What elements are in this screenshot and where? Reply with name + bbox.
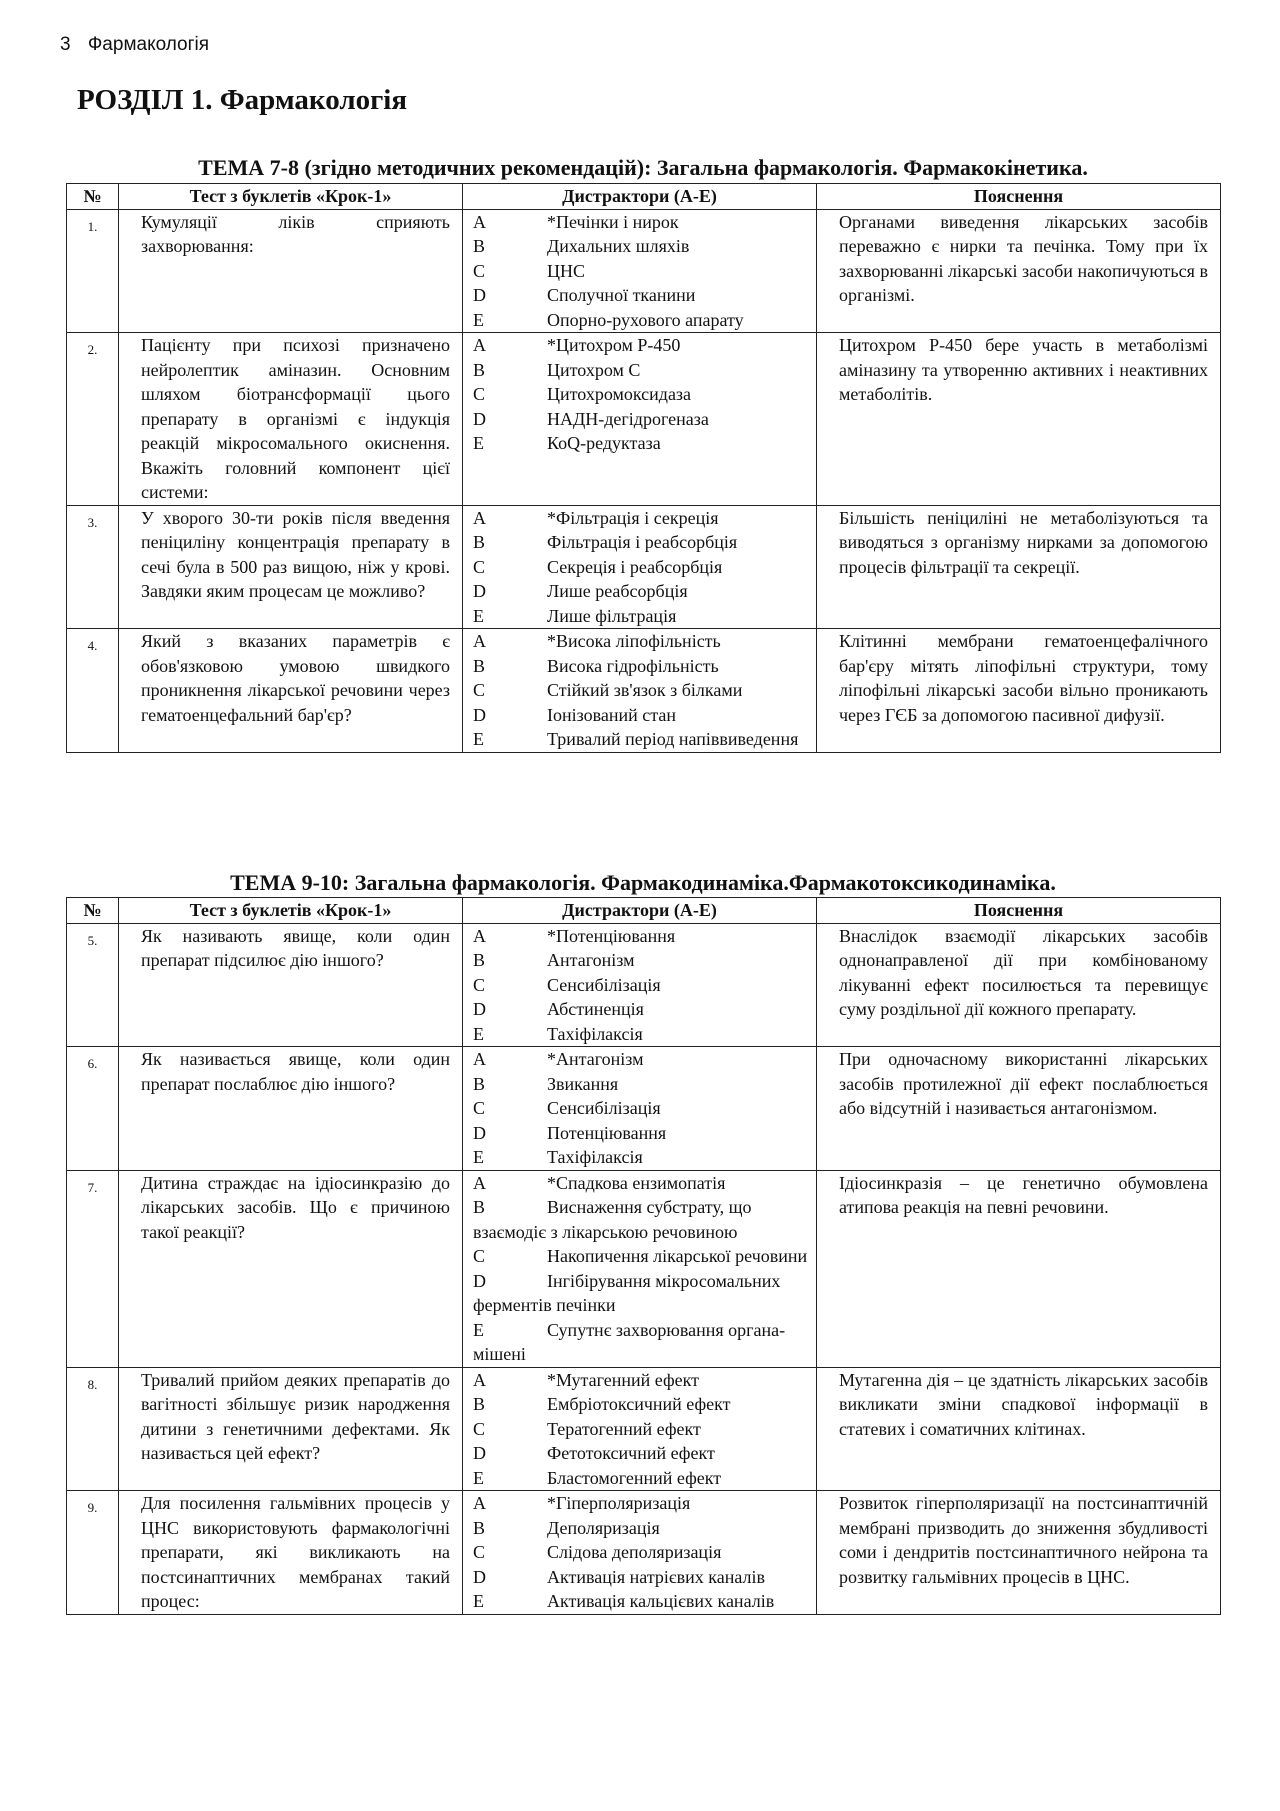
distractor-option bbox=[473, 703, 810, 728]
distractor-option bbox=[473, 1466, 810, 1491]
explanation-text: Мутагенна дія – це здатність лікарських засобів викликати зміни спадкової інформації в статевих і соматичних клітинах. bbox=[817, 1367, 1221, 1491]
distractor-list bbox=[463, 505, 817, 629]
option-letter: E bbox=[473, 1023, 484, 1044]
question-text: Як називають явище, коли один препарат підсилює дію іншого? bbox=[119, 923, 463, 1047]
option-text: НАДН-дегідрогеназа bbox=[547, 408, 709, 429]
section-title: РОЗДІЛ 1. Фармакологія bbox=[77, 84, 408, 116]
distractor-list bbox=[463, 1367, 817, 1491]
distractor-option bbox=[473, 1121, 810, 1146]
option-letter: D bbox=[473, 704, 486, 725]
distractor-option bbox=[473, 1195, 810, 1244]
distractor-option bbox=[473, 579, 810, 604]
option-letter: D bbox=[473, 1122, 486, 1143]
option-letter: D bbox=[473, 285, 486, 305]
option-letter: C bbox=[473, 556, 486, 577]
option-letter: C bbox=[473, 260, 486, 281]
topic-title: ТЕМА 7-8 (згідно методичних рекомендацій): Загальна фармакологія. Фармакокінетика. bbox=[198, 155, 1088, 180]
option-text: Фільтрація і реабсорбція bbox=[547, 532, 738, 552]
distractor-option bbox=[473, 1417, 810, 1442]
explanation-text: Більшість пеніциліні не метаболізуються та виводяться з організму нирками за допомогою процесів фільтрації та секреції. bbox=[817, 505, 1221, 629]
option-text: Опорно-рухового апарату bbox=[547, 309, 744, 330]
question-text: Дитина страждає на ідіосинкразію до лікарських засобів. Що є причиною такої реакції? bbox=[119, 1170, 463, 1367]
option-letter: D bbox=[473, 1443, 486, 1463]
option-text: Тривалий період напіввиведення bbox=[547, 729, 799, 749]
option-letter: E bbox=[473, 1467, 484, 1488]
option-text: Секреція і реабсорбція bbox=[547, 556, 723, 577]
option-letter: A bbox=[473, 335, 486, 355]
option-letter: E bbox=[473, 1319, 484, 1340]
question-number: 2. bbox=[67, 333, 119, 506]
question-number: 1. bbox=[67, 209, 119, 333]
distractor-option bbox=[473, 727, 810, 752]
option-text: Цитохромоксидаза bbox=[547, 384, 692, 404]
option-letter: B bbox=[473, 359, 486, 380]
question-number: 6. bbox=[67, 1047, 119, 1171]
option-text: Слідова деполяризація bbox=[547, 1542, 722, 1562]
distractor-option bbox=[473, 654, 810, 679]
option-letter: A bbox=[473, 1049, 486, 1069]
question-text: Кумуляції ліків сприяють захворювання: bbox=[119, 209, 463, 333]
distractor-option bbox=[473, 629, 810, 654]
table-row bbox=[67, 1170, 1221, 1367]
table-row bbox=[67, 1491, 1221, 1615]
option-text: Бластомогенний ефект bbox=[547, 1467, 722, 1488]
header-num: № bbox=[67, 184, 119, 210]
option-text: *Антагонізм bbox=[547, 1049, 644, 1069]
option-text: *Печінки і нирок bbox=[547, 211, 679, 232]
distractor-option bbox=[473, 283, 810, 308]
header-explanation: Пояснення bbox=[817, 898, 1221, 924]
distractor-option bbox=[473, 1368, 810, 1393]
distractor-list bbox=[463, 1047, 817, 1171]
option-text: Деполяризація bbox=[547, 1517, 660, 1538]
option-text: Цитохром С bbox=[547, 359, 641, 380]
option-text: Звикання bbox=[547, 1073, 619, 1094]
explanation-text: Клітинні мембрани гематоенцефалічного бар'єру мітять ліпофільні структури, тому ліпофільні лікарські засоби вільно проникають через ГЄБ за допомогою пасивної дифузії. bbox=[817, 629, 1221, 753]
option-letter: A bbox=[473, 1172, 486, 1193]
table-header-row bbox=[67, 898, 1221, 924]
question-number: 3. bbox=[67, 505, 119, 629]
distractor-option bbox=[473, 1244, 810, 1269]
header-num: № bbox=[67, 898, 119, 924]
option-text: *Цитохром Р-450 bbox=[547, 335, 681, 355]
distractor-option bbox=[473, 555, 810, 580]
option-text: *Спадкова ензимопатія bbox=[547, 1172, 726, 1193]
explanation-text: Органами виведення лікарських засобів переважно є нирки та печінка. Тому при їх захворюванні лікарські засоби накопичуються в організмі. bbox=[817, 209, 1221, 333]
option-text: Абстиненція bbox=[547, 999, 644, 1019]
option-letter: D bbox=[473, 581, 486, 601]
distractor-option bbox=[473, 308, 810, 333]
distractor-list bbox=[463, 1491, 817, 1615]
option-letter: B bbox=[473, 1394, 486, 1414]
option-text: Виснаження субстрату, що взаємодіє з лікарською речовиною bbox=[473, 1197, 752, 1242]
question-text: Який з вказаних параметрів є обов'язковою умовою швидкого проникнення лікарської речовини через гематоенцефальний бар'єр? bbox=[119, 629, 463, 753]
header-test: Тест з буклетів «Крок-1» bbox=[119, 898, 463, 924]
explanation-text: Внаслідок взаємодії лікарських засобів однонаправленої дії при комбінованому лікуванні ефект посилюється та перевищує суму роздільної дії кожного препарату. bbox=[817, 923, 1221, 1047]
option-letter: B bbox=[473, 950, 486, 970]
option-letter: E bbox=[473, 309, 484, 330]
distractor-list bbox=[463, 333, 817, 506]
option-text: Ембріотоксичний ефект bbox=[547, 1394, 731, 1414]
distractor-option bbox=[473, 1441, 810, 1466]
header-distractors: Дистрактори (A-E) bbox=[463, 184, 817, 210]
question-text: У хворого 30-ти років після введення пеніциліну концентрація препарату в сечі була в 500 раз вищою, ніж у крові. Завдяки яким процесам це можливо? bbox=[119, 505, 463, 629]
distractor-option bbox=[473, 333, 810, 358]
option-letter: C bbox=[473, 680, 486, 700]
option-text: Сенсибілізація bbox=[547, 1098, 661, 1118]
question-number: 4. bbox=[67, 629, 119, 753]
table-row bbox=[67, 923, 1221, 1047]
option-text: Сенсибілізація bbox=[547, 974, 661, 995]
distractor-option bbox=[473, 1589, 810, 1614]
option-letter: B bbox=[473, 655, 486, 676]
option-text: *Мутагенний ефект bbox=[547, 1369, 700, 1390]
table-row bbox=[67, 1047, 1221, 1171]
option-text: Висока гідрофільність bbox=[547, 655, 719, 676]
option-letter: B bbox=[473, 1517, 486, 1538]
option-text: Сполучної тканини bbox=[547, 285, 696, 305]
distractor-list bbox=[463, 629, 817, 753]
distractor-option bbox=[473, 1565, 810, 1590]
questions-table bbox=[66, 897, 1221, 1615]
page-header bbox=[60, 34, 209, 56]
option-letter: E bbox=[473, 1147, 484, 1167]
option-text: ЦНС bbox=[547, 260, 586, 281]
distractor-option bbox=[473, 678, 810, 703]
distractor-list bbox=[463, 209, 817, 333]
option-letter: A bbox=[473, 925, 486, 946]
option-letter: C bbox=[473, 1418, 486, 1439]
distractor-option bbox=[473, 1392, 810, 1417]
distractor-option bbox=[473, 407, 810, 432]
option-text: Супутнє захворювання органа-мішені bbox=[473, 1319, 786, 1364]
option-letter: D bbox=[473, 1270, 486, 1291]
running-title: Фармакологія bbox=[87, 34, 210, 55]
option-text: Стійкий зв'язок з білками bbox=[547, 680, 743, 700]
option-letter: A bbox=[473, 1369, 486, 1390]
option-letter: B bbox=[473, 1197, 486, 1217]
distractor-option bbox=[473, 431, 810, 456]
distractor-option bbox=[473, 506, 810, 531]
question-text: Тривалий прийом деяких препаратів до вагітності збільшує ризик народження дитини з генетичними дефектами. Як називається цей ефект? bbox=[119, 1367, 463, 1491]
table-row bbox=[67, 1367, 1221, 1491]
distractor-option bbox=[473, 1318, 810, 1367]
option-text: *Висока ліпофільність bbox=[547, 631, 721, 651]
option-letter: B bbox=[473, 236, 486, 256]
option-letter: D bbox=[473, 1566, 486, 1587]
option-letter: A bbox=[473, 1493, 486, 1513]
header-explanation: Пояснення bbox=[817, 184, 1221, 210]
distractor-list bbox=[463, 923, 817, 1047]
question-number: 8. bbox=[67, 1367, 119, 1491]
distractor-option bbox=[473, 1072, 810, 1097]
option-letter: B bbox=[473, 532, 486, 552]
option-letter: A bbox=[473, 211, 486, 232]
distractor-option bbox=[473, 1491, 810, 1516]
explanation-text: При одночасному використанні лікарських засобів протилежної дії ефект послаблюється або відсутній і називається антагонізмом. bbox=[817, 1047, 1221, 1171]
distractor-option bbox=[473, 924, 810, 949]
option-text: Лише реабсорбція bbox=[547, 581, 688, 601]
option-letter: C bbox=[473, 974, 486, 995]
question-text: Для посилення гальмівних процесів у ЦНС використовують фармакологічні препарати, які викликають на постсинаптичних мембранах такий процес: bbox=[119, 1491, 463, 1615]
option-text: *Фільтрація і секреція bbox=[547, 507, 719, 528]
option-text: Активація натрієвих каналів bbox=[547, 1566, 765, 1587]
option-text: Фетотоксичний ефект bbox=[547, 1443, 715, 1463]
table-row bbox=[67, 629, 1221, 753]
distractor-option bbox=[473, 604, 810, 629]
distractor-option bbox=[473, 382, 810, 407]
distractor-option bbox=[473, 1171, 810, 1196]
option-text: Іонізований стан bbox=[547, 704, 676, 725]
questions-table bbox=[66, 183, 1221, 753]
option-text: *Потенціювання bbox=[547, 925, 676, 946]
question-number: 5. bbox=[67, 923, 119, 1047]
question-number: 7. bbox=[67, 1170, 119, 1367]
option-text: *Гіперполяризація bbox=[547, 1493, 691, 1513]
option-text: Інгібірування мікросомальних ферментів печінки bbox=[473, 1270, 781, 1315]
table-row bbox=[67, 209, 1221, 333]
distractor-option bbox=[473, 1540, 810, 1565]
distractor-option bbox=[473, 1096, 810, 1121]
distractor-option bbox=[473, 1145, 810, 1170]
distractor-option bbox=[473, 973, 810, 998]
option-letter: E bbox=[473, 729, 484, 749]
option-letter: E bbox=[473, 433, 484, 453]
option-letter: C bbox=[473, 384, 486, 404]
distractor-option bbox=[473, 530, 810, 555]
option-letter: A bbox=[473, 631, 486, 651]
distractor-option bbox=[473, 234, 810, 259]
option-letter: E bbox=[473, 605, 484, 626]
option-text: Лише фільтрація bbox=[547, 605, 677, 626]
table-row bbox=[67, 505, 1221, 629]
explanation-text: Розвиток гіперполяризації на постсинаптичній мембрані призводить до зниження збудливості соми і дендритів постсинаптичного нейрона та розвитку гальмівних процесів в ЦНС. bbox=[817, 1491, 1221, 1615]
option-letter: D bbox=[473, 408, 486, 429]
distractor-option bbox=[473, 259, 810, 284]
topic-title: ТЕМА 9-10: Загальна фармакологія. Фармакодинаміка.Фармакотоксикодинаміка. bbox=[230, 870, 1056, 895]
option-letter: C bbox=[473, 1098, 486, 1118]
header-test: Тест з буклетів «Крок-1» bbox=[119, 184, 463, 210]
option-text: Антагонізм bbox=[547, 950, 635, 970]
option-letter: D bbox=[473, 999, 486, 1019]
question-number: 9. bbox=[67, 1491, 119, 1615]
table-header-row bbox=[67, 184, 1221, 210]
distractor-option bbox=[473, 1047, 810, 1072]
distractor-option bbox=[473, 948, 810, 973]
option-text: КоQ-редуктаза bbox=[547, 433, 661, 453]
option-text: Активація кальцієвих каналів bbox=[547, 1591, 775, 1611]
question-text: Пацієнту при психозі призначено нейролептик аміназин. Основним шляхом біотрансформації цього препарату в організмі є індукція реакцій мікросомального окиснення. Вкажіть головний компонент цієї системи: bbox=[119, 333, 463, 506]
question-text: Як називається явище, коли один препарат послаблює дію іншого? bbox=[119, 1047, 463, 1171]
option-letter: E bbox=[473, 1591, 484, 1611]
distractor-option bbox=[473, 997, 810, 1022]
option-text: Накопичення лікарської речовини bbox=[547, 1246, 808, 1266]
distractor-option bbox=[473, 1269, 810, 1318]
explanation-text: Ідіосинкразія – це генетично обумовлена атипова реакція на певні речовини. bbox=[817, 1170, 1221, 1367]
option-letter: A bbox=[473, 507, 486, 528]
distractor-option bbox=[473, 1516, 810, 1541]
option-text: Тахіфілаксія bbox=[547, 1147, 643, 1167]
table-row bbox=[67, 333, 1221, 506]
option-text: Тахіфілаксія bbox=[547, 1023, 643, 1044]
option-letter: C bbox=[473, 1246, 486, 1266]
header-distractors: Дистрактори (A-E) bbox=[463, 898, 817, 924]
option-text: Потенціювання bbox=[547, 1122, 667, 1143]
page-number: 3 bbox=[60, 34, 71, 55]
option-text: Тератогенний ефект bbox=[547, 1418, 701, 1439]
distractor-option bbox=[473, 1022, 810, 1047]
distractor-option bbox=[473, 210, 810, 235]
distractor-option bbox=[473, 358, 810, 383]
option-letter: B bbox=[473, 1073, 486, 1094]
option-text: Дихальних шляхів bbox=[547, 236, 690, 256]
option-letter: C bbox=[473, 1542, 486, 1562]
distractor-list bbox=[463, 1170, 817, 1367]
explanation-text: Цитохром Р-450 бере участь в метаболізмі аміназину та утворенню активних і неактивних метаболітів. bbox=[817, 333, 1221, 506]
